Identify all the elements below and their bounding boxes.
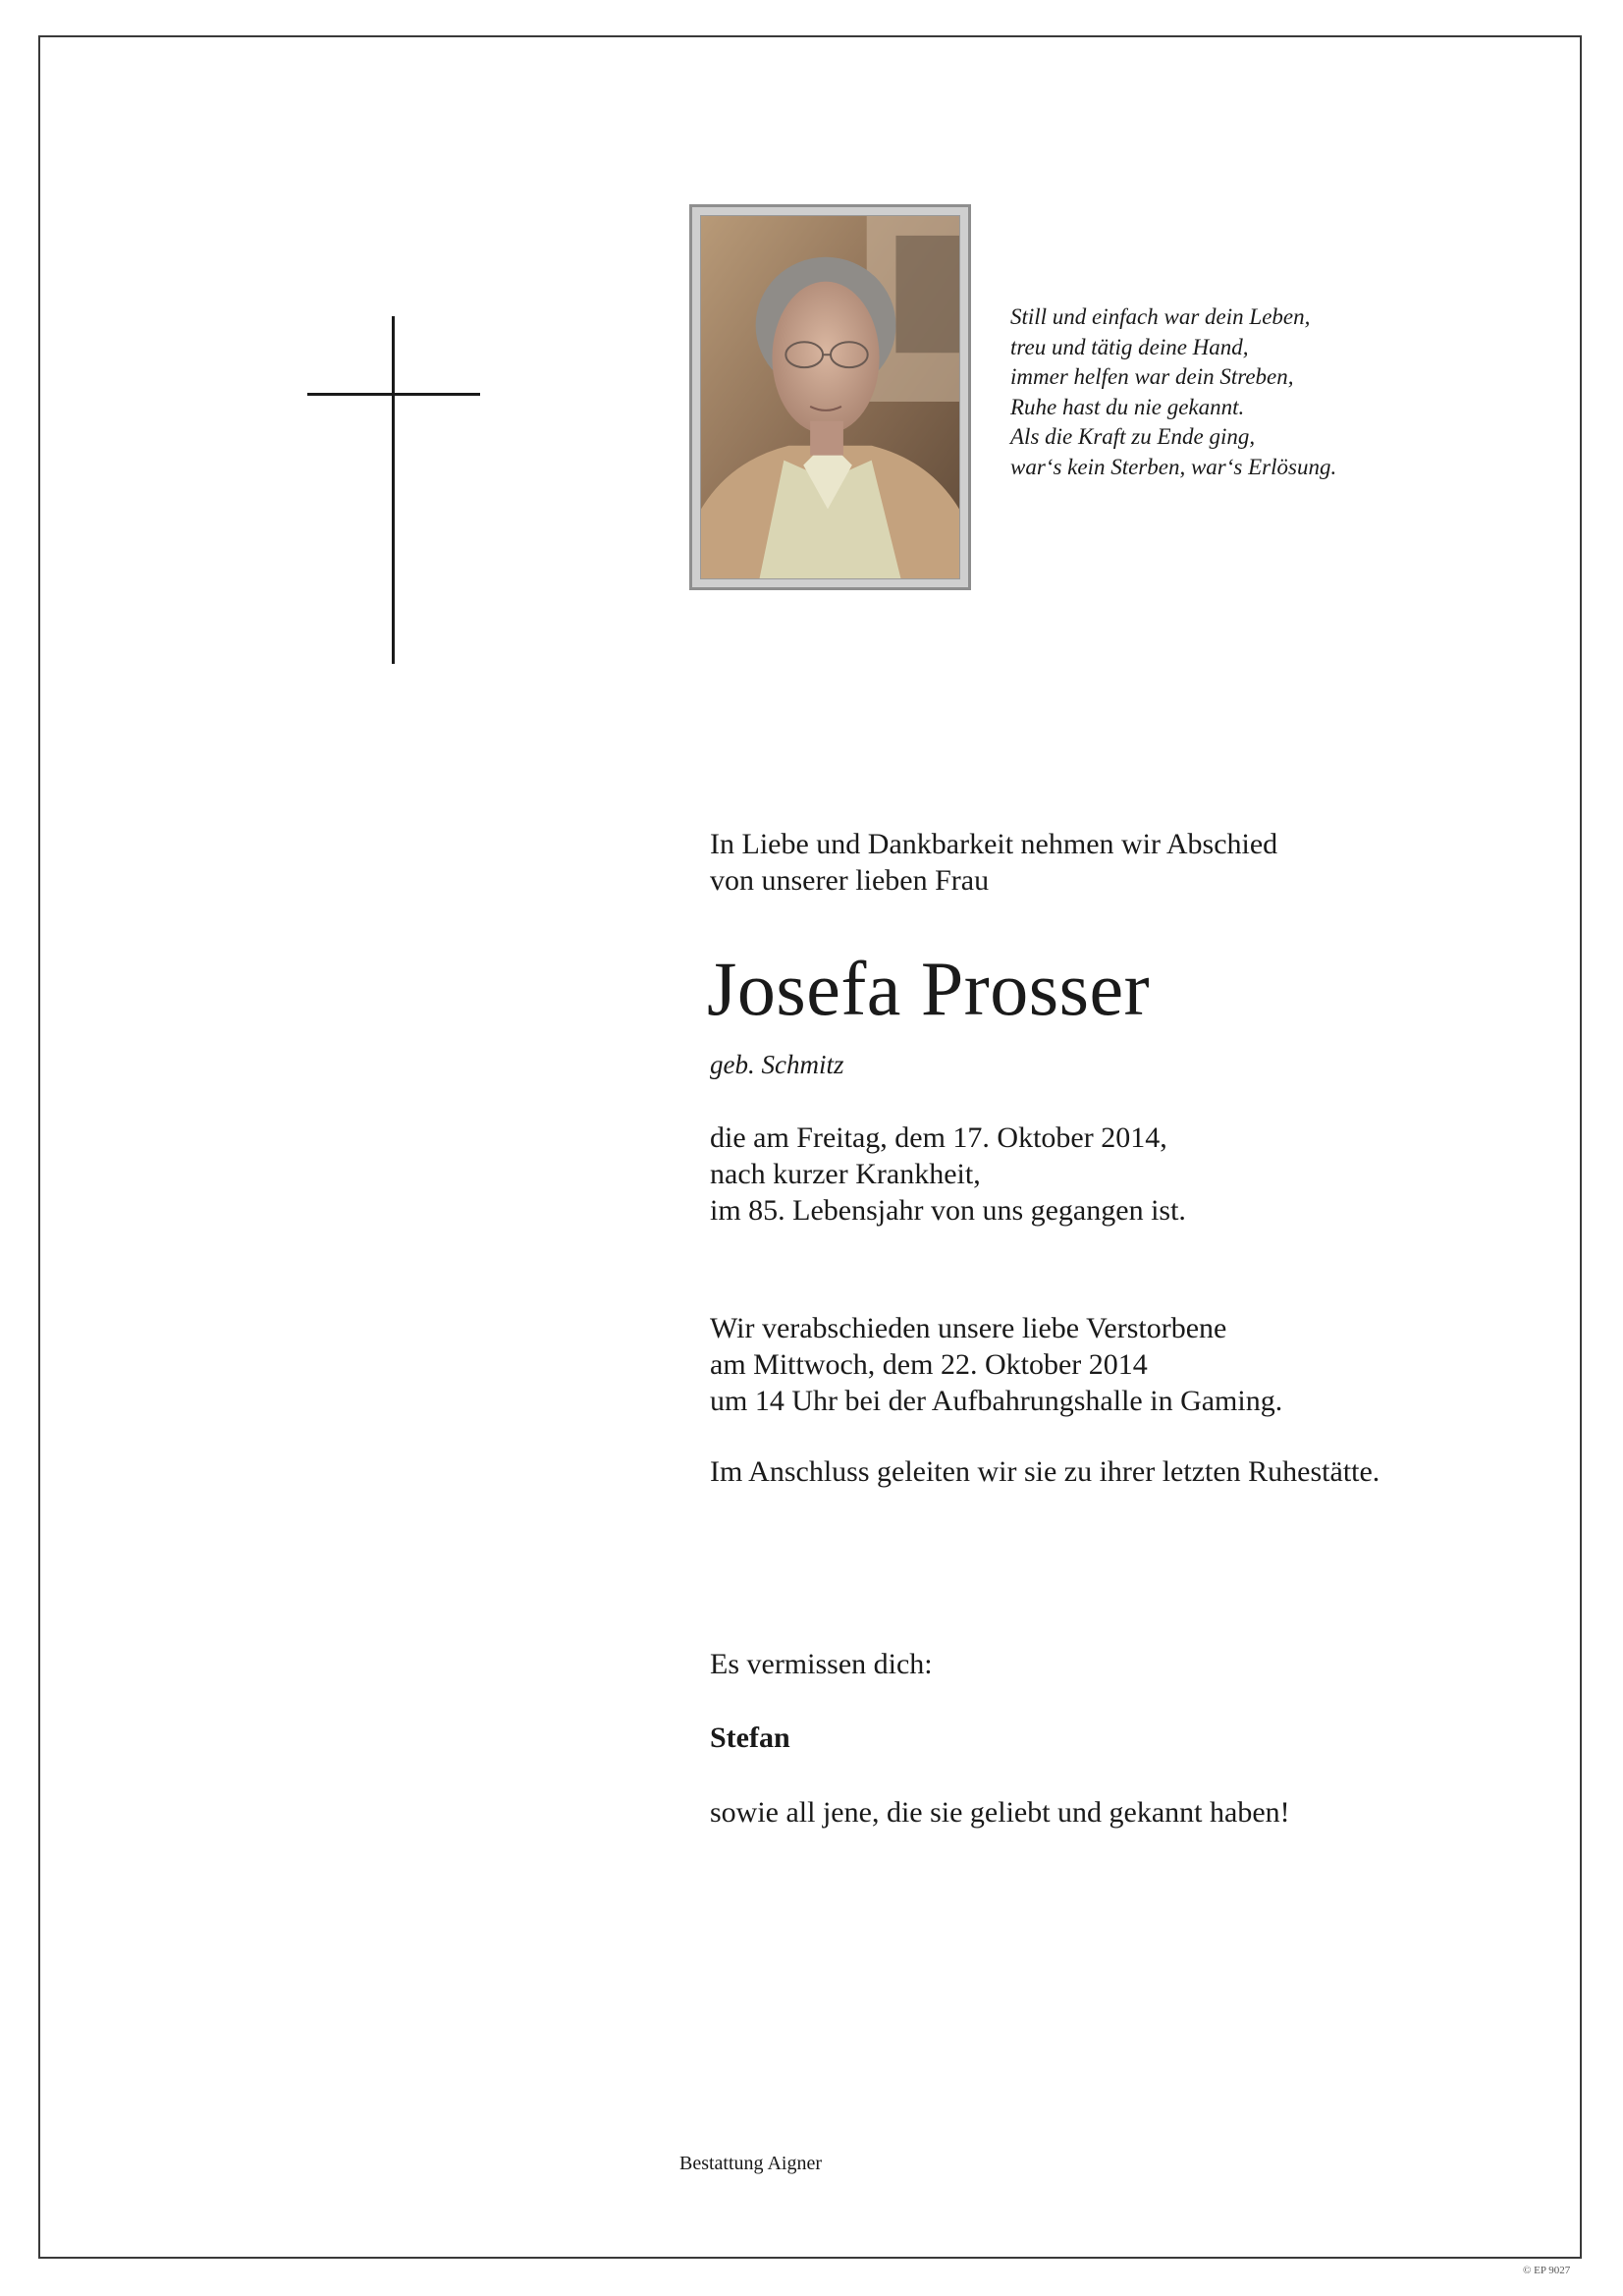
death-notice-line: nach kurzer Krankheit, (710, 1158, 981, 1190)
undertaker-name: Bestattung Aigner (679, 2153, 822, 2174)
intro-line: In Liebe und Dankbarkeit nehmen wir Abschied (710, 828, 1278, 860)
poem-line: Als die Kraft zu Ende ging, (1010, 424, 1256, 449)
cross-vertical-bar (392, 316, 395, 664)
cross-horizontal-bar (307, 393, 480, 396)
mourners-heading: Es vermissen dich: (710, 1648, 933, 1680)
ceremony-line: am Mittwoch, dem 22. Oktober 2014 (710, 1348, 1148, 1381)
intro-text (710, 826, 1277, 899)
mourners-closing: sowie all jene, die sie geliebt und gekannt haben! (710, 1796, 1290, 1829)
death-notice-line: im 85. Lebensjahr von uns gegangen ist. (710, 1194, 1186, 1227)
template-code: © EP 9027 (1523, 2265, 1571, 2276)
ceremony-line: Wir verabschieden unsere liebe Verstorbene (710, 1312, 1227, 1344)
portrait-image (701, 216, 959, 578)
poem-line: war‘s kein Sterben, war‘s Erlösung. (1010, 454, 1337, 479)
memorial-poem (1010, 302, 1423, 482)
burial-notice: Im Anschluss geleiten wir sie zu ihrer letzten Ruhestätte. (710, 1455, 1380, 1488)
maiden-name: geb. Schmitz (710, 1050, 844, 1079)
portrait-photo (700, 215, 960, 579)
death-notice (710, 1120, 1186, 1229)
ceremony-line: um 14 Uhr bei der Aufbahrungshalle in Gaming. (710, 1385, 1283, 1417)
ceremony-details (710, 1310, 1282, 1419)
poem-line: immer helfen war dein Streben, (1010, 364, 1294, 389)
mourner-name: Stefan (710, 1722, 790, 1754)
death-notice-line: die am Freitag, dem 17. Oktober 2014, (710, 1121, 1167, 1154)
portrait-photo-frame (689, 204, 971, 590)
intro-line: von unserer lieben Frau (710, 864, 990, 897)
deceased-name: Josefa Prosser (707, 946, 1151, 1031)
poem-line: Still und einfach war dein Leben, (1010, 304, 1311, 329)
poem-line: Ruhe hast du nie gekannt. (1010, 394, 1245, 419)
poem-line: treu und tätig deine Hand, (1010, 334, 1249, 359)
